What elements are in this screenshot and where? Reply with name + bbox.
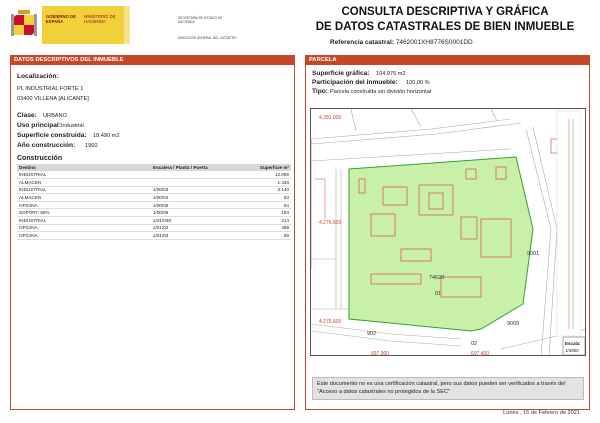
table-row [17, 224, 291, 232]
notice-box: Este documento no es una certificación catastral, pero sus datos pueden ser verificados a través del "Acceso a datos catastrales no protegidos de la SEC" [312, 377, 584, 400]
ref-label: Referencia catastral: [330, 39, 394, 46]
government-logo [10, 6, 237, 44]
table-row [17, 201, 291, 209]
cell-escalera [151, 179, 231, 187]
cell-superficie: 214 [231, 217, 291, 225]
table-row [17, 179, 291, 187]
cell-destino: SOPORT. 50% [17, 209, 151, 217]
cell-destino: ALMACEN [17, 179, 151, 187]
cell-superficie: 59 [231, 232, 291, 240]
construccion-table [17, 164, 291, 240]
participacion-label: Participación del inmueble: [312, 79, 398, 86]
scale-label: Escala: [565, 341, 581, 346]
cell-superficie: 489 [231, 224, 291, 232]
label-9001: 9001 [527, 251, 540, 257]
cell-escalera [151, 171, 231, 179]
cell-superficie: 3.140 [231, 186, 291, 194]
cell-superficie: 1.430 [231, 179, 291, 187]
cell-destino: OFICINA [17, 232, 151, 240]
cell-escalera: 1/01/03 [151, 232, 231, 240]
cell-escalera: 1/00/04 [151, 194, 231, 202]
map-drawing [311, 109, 586, 356]
document-date: Lunes , 15 de Febrero de 2021 [503, 410, 580, 416]
uso-principal-value: Industrial [61, 123, 84, 129]
gobierno-text: GOBIERNO DE ESPAÑA [46, 14, 76, 24]
ref-value: 7462001XH8776S0001DD [395, 39, 473, 46]
table-row [17, 232, 291, 240]
coord-top: 4.281.000 [319, 115, 342, 121]
clase-value: URBANO [43, 113, 67, 119]
superficie-grafica-label: Superficie gráfica: [312, 70, 370, 77]
scale-value: 1/4000 [565, 348, 579, 353]
label-9009: 9009 [507, 321, 520, 327]
cell-destino: INDUSTRIAL [17, 217, 151, 225]
cell-destino: OFICINA [17, 201, 151, 209]
datos-descriptivos-bar: DATOS DESCRIPTIVOS DEL INMUEBLE [10, 55, 295, 65]
cell-escalera: 1/00/05 [151, 201, 231, 209]
participacion-value: 100,00 % [406, 80, 430, 86]
tipo-label: Tipo: [312, 88, 328, 95]
coord-mid: 4.276.600 [319, 220, 342, 226]
parcela-panel [305, 55, 590, 410]
table-header-row [17, 164, 291, 171]
cell-destino: OFICINA [17, 224, 151, 232]
table-row [17, 194, 291, 202]
cell-superficie: 53 [231, 194, 291, 202]
clase-label: Clase: [17, 112, 37, 119]
anio-construccion-value: 1960 [85, 143, 98, 149]
parcela-bar: PARCELA [305, 55, 590, 65]
anio-construccion-label: Año construcción: [17, 142, 76, 149]
address-line1: PL INDUSTRIAL FORTE 1 [17, 86, 84, 92]
cell-escalera: 1/01/02 [151, 224, 231, 232]
referencia-catastral [330, 39, 580, 46]
coat-of-arms-icon [10, 8, 38, 42]
coord-low: 4.276.600 [319, 319, 342, 325]
label-02: 02 [471, 341, 478, 347]
table-row [17, 209, 291, 217]
cell-superficie: 12.059 [231, 171, 291, 179]
secretaria-text: SECRETARÍA DE ESTADO DE HACIENDA [178, 16, 223, 24]
cell-escalera: 1/00/06 [151, 209, 231, 217]
superficie-construida-label: Superficie construida: [17, 132, 87, 139]
page-title-line2: DE DATOS CATASTRALES DE BIEN INMUEBLE [315, 21, 575, 33]
cell-superficie: 54 [231, 201, 291, 209]
col-superficie: Superficie m² [231, 164, 291, 171]
scale-box [563, 337, 585, 355]
label-902: 902 [367, 331, 377, 337]
superficie-grafica-value: 104.976 m2 [376, 71, 406, 77]
cell-destino: ALMACEN [17, 194, 151, 202]
parcel-label: 74620 [429, 275, 445, 281]
coord-bottom-left: 697.900 [371, 351, 390, 357]
col-destino: Destino [17, 164, 151, 171]
localizacion-label: Localización: [17, 73, 59, 80]
page-title-line1: CONSULTA DESCRIPTIVA Y GRÁFICA [341, 6, 549, 18]
ministerio-text: MINISTERIO DE HACIENDA [84, 14, 116, 24]
table-row [17, 186, 291, 194]
address-line2: 03400 VILLENA [ALICANTE] [17, 96, 89, 102]
cell-destino: INDUSTRIAL [17, 171, 151, 179]
parcel-num: 01 [435, 291, 442, 297]
construccion-title: Construcción [17, 155, 63, 162]
map-legend [557, 111, 581, 336]
cell-destino: INDUSTRIAL [17, 186, 151, 194]
tipo-value: Parcela construida sin división horizontal [330, 89, 432, 95]
datos-descriptivos-panel [10, 55, 295, 410]
cell-escalera: 1/01/038 [151, 217, 231, 225]
uso-principal-label: Uso principal: [17, 122, 61, 129]
table-row [17, 217, 291, 225]
table-row [17, 171, 291, 179]
cadastral-map[interactable] [310, 108, 586, 356]
superficie-construida-value: 18.490 m2 [93, 133, 120, 139]
cell-superficie: 193 [231, 209, 291, 217]
coord-bottom-right: 697.400 [471, 351, 490, 357]
cell-escalera: 1/00/03 [151, 186, 231, 194]
direccion-text: DIRECCIÓN GENERAL DEL CATASTRO [178, 36, 237, 40]
col-escalera: Escalera / Planta / Puerta [151, 164, 231, 171]
parcel-polygon [349, 157, 533, 331]
